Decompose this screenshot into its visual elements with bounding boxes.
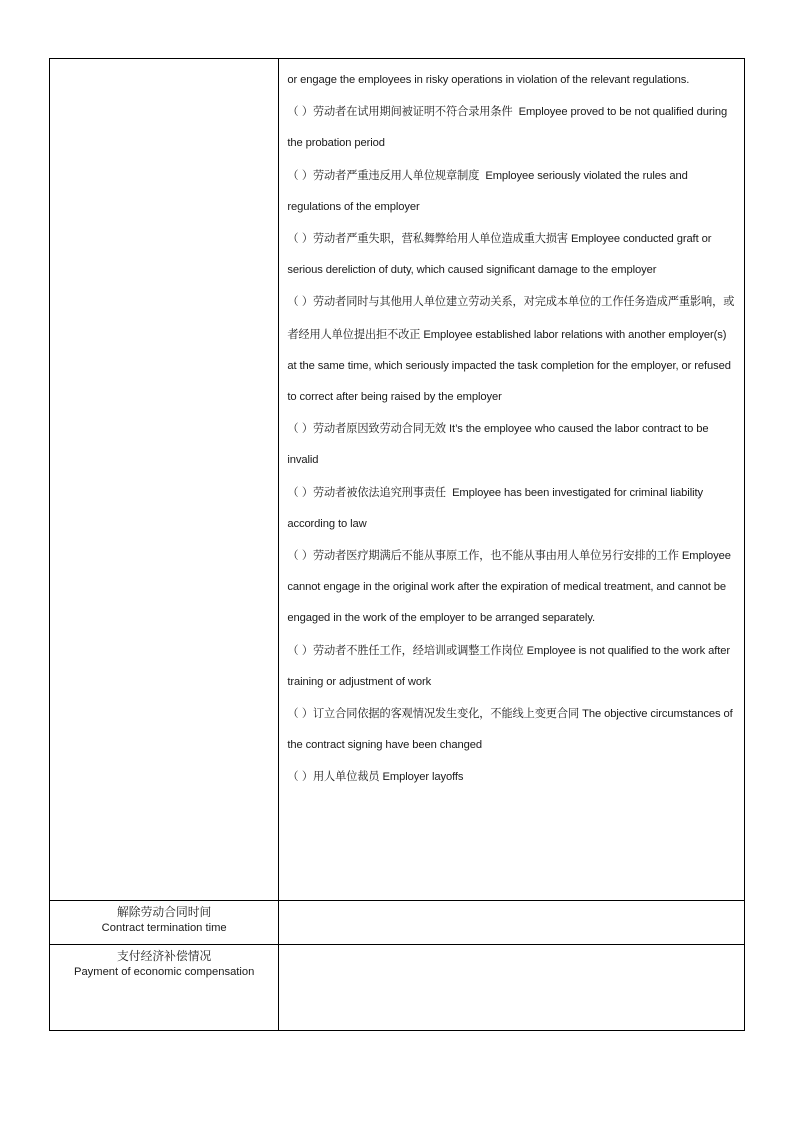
termination-reasons-row [50,59,745,901]
compensation-field[interactable] [279,945,745,1031]
reason-text-cn: 订立合同依据的客观情况发生变化，不能线上变更合同 [312,707,580,721]
reason-text-en: Employee conducted graft or serious dereliction of duty, which caused significant damage to the employer [287,233,712,277]
reason-text-en: It’s the employee who caused the labor contract to be invalid [287,423,709,467]
termination-time-row [50,901,745,945]
reason-text-en: Employee is not qualified to the work after training or adjustment of work [287,644,731,688]
reason-checkbox-marker[interactable]: （ ） [287,295,313,309]
reason-checkbox-marker[interactable]: （ ） [287,707,313,721]
reason-checkbox-marker[interactable]: （ ） [287,770,313,784]
reason-text-cn: 劳动者在试用期间被证明不符合录用条件 [312,105,513,119]
reason-text-en: Employee established labor relations with another employer(s) at the same time, which seriously impacted the task completion for the employer, or refused to correct after being raised by the employer [287,328,731,404]
termination-time-field[interactable] [279,901,745,945]
termination-time-label-en: Contract termination time [101,922,227,934]
reason-text-cn: 劳动者原因致劳动合同无效 [312,422,447,436]
termination-time-label-cn: 解除劳动合同时间 [116,905,212,919]
reason-item [287,761,738,793]
reason-checkbox-marker[interactable]: （ ） [287,549,313,563]
reason-item [287,477,738,540]
termination-form-table [49,58,745,1031]
reason-item [287,160,738,223]
reason-text-en: Employee has been investigated for criminal liability according to law [287,486,703,530]
reason-text-en: The objective circumstances of the contract signing have been changed [287,708,733,752]
reason-text-en: Employee cannot engage in the original work after the expiration of medical treatment, and cannot be engaged in the work of the employer to be arranged separately. [287,550,731,625]
compensation-label-en: Payment of economic compensation [73,966,255,978]
reason-text-cn: 用人单位裁员 [312,770,380,784]
reason-text-cn: 劳动者医疗期满后不能从事原工作，也不能从事由用人单位另行安排的工作 [312,549,679,563]
reason-checkbox-marker[interactable]: （ ） [287,168,313,182]
reason-text-en: Employee seriously violated the rules and regulations of the employer [287,169,688,213]
compensation-row [50,945,745,1031]
reason-item [287,223,738,286]
reason-text-en: Employer layoffs [382,771,464,784]
reason-checkbox-marker[interactable]: （ ） [287,105,313,119]
reason-checkbox-marker[interactable]: （ ） [287,422,313,436]
reason-text-en: Employee proved to be not qualified during the probation period [287,106,728,150]
reason-text-cn: 劳动者被依法追究刑事责任 [312,485,447,499]
reasons-label-cell [50,59,279,901]
reason-item [287,413,738,476]
reason-text-cn: 劳动者严重违反用人单位规章制度 [312,168,480,182]
reason-checkbox-marker[interactable]: （ ） [287,485,313,499]
reason-item [287,635,738,698]
termination-time-label [50,901,279,945]
reason-text-cn: 劳动者严重失职，营私舞弊给用人单位造成重大损害 [312,232,568,246]
reason-text-cn: 劳动者不胜任工作，经培训或调整工作岗位 [312,643,524,657]
reasons-list [279,59,744,794]
reason-item [287,698,738,761]
reason-text-cn: 劳动者同时与其他用人单位建立劳动关系，对完成本单位的工作任务造成严重影响，或者经用人单位提出拒不改正 [287,295,735,341]
reason-continuation-text: or engage the employees in risky operations in violation of the relevant regulations. [287,74,690,86]
reason-checkbox-marker[interactable]: （ ） [287,232,313,246]
reason-checkbox-marker[interactable]: （ ） [287,643,313,657]
reason-item [287,540,738,635]
compensation-label [50,945,279,1031]
compensation-label-cn: 支付经济补偿情况 [116,949,212,963]
reason-item [287,96,738,159]
reason-item [287,286,738,413]
reasons-content-cell [279,59,745,901]
